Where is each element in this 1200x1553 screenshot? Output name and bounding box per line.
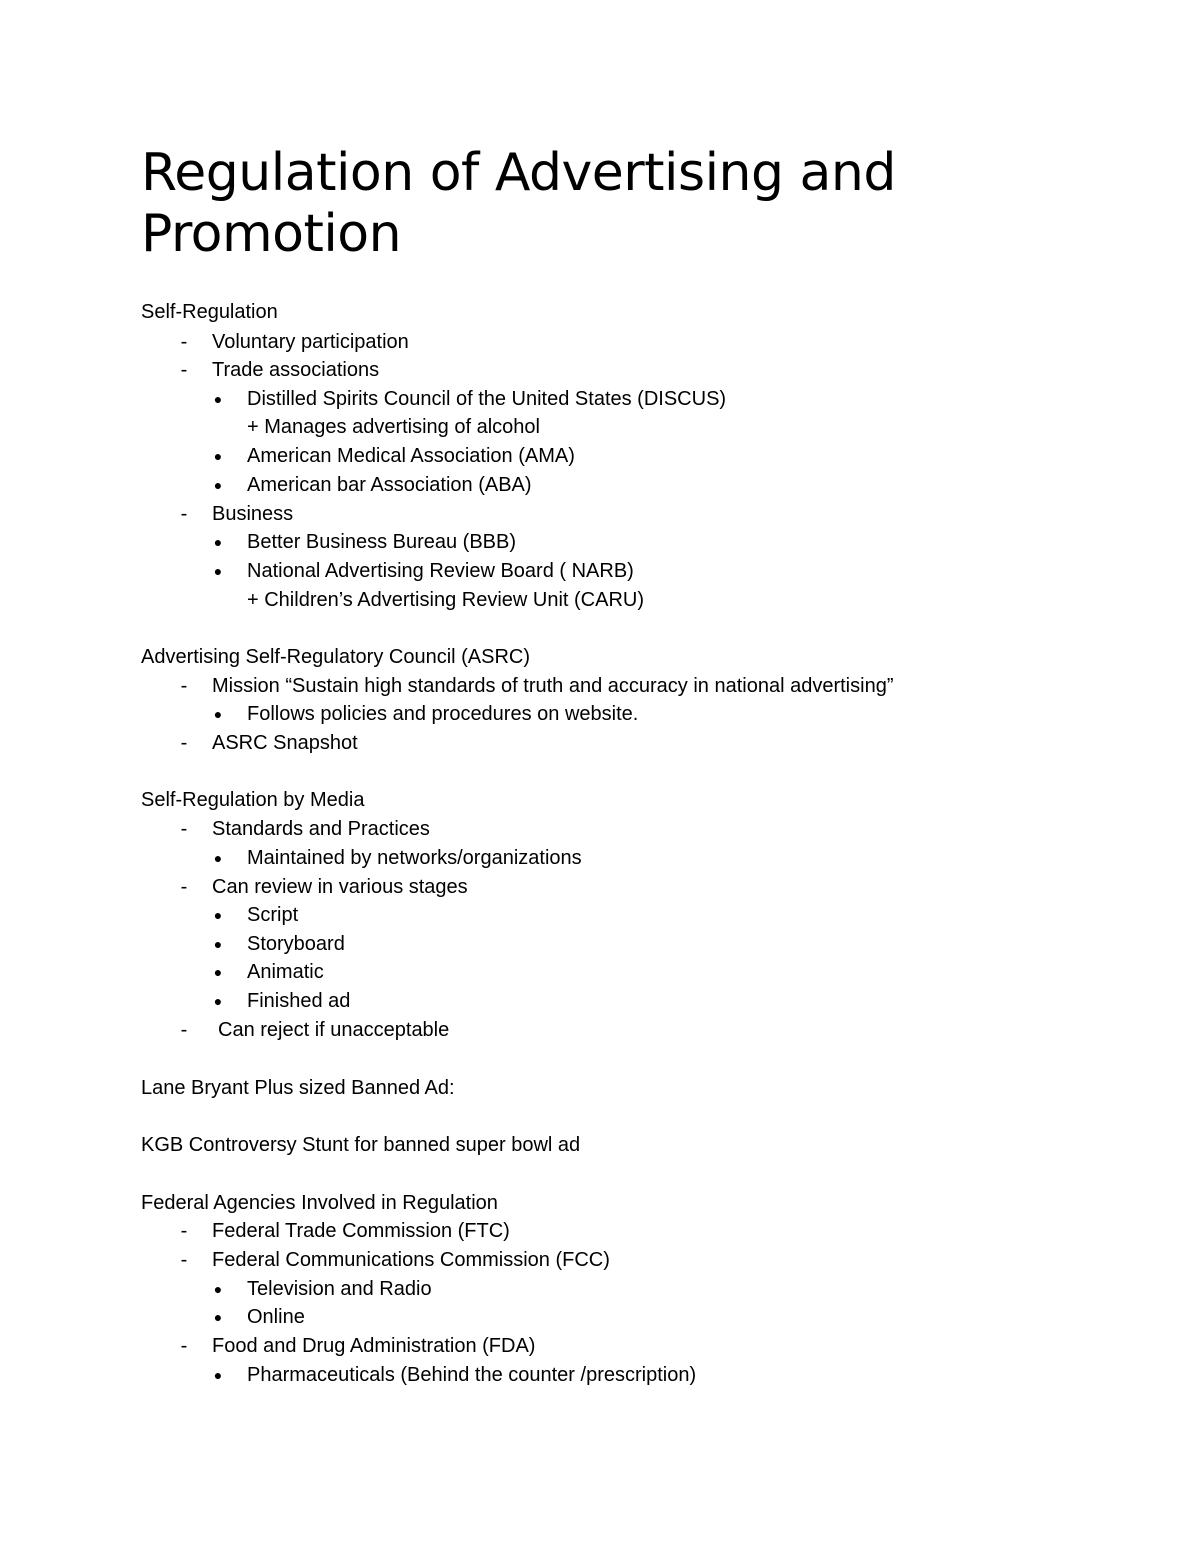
bullet-icon: ● — [213, 448, 223, 464]
bullet-icon: ● — [213, 964, 223, 980]
bullet-icon: ● — [213, 706, 223, 722]
list-item-text: Food and Drug Administration (FDA) — [212, 1335, 536, 1357]
sub-list-item-text: Television and Radio — [247, 1278, 432, 1300]
dash-icon: - — [180, 732, 188, 754]
sub-list-item-text: Distilled Spirits Council of the United States (DISCUS) — [247, 388, 727, 410]
bullet-icon: ● — [213, 1281, 223, 1297]
sub-list-item-text: Animatic — [247, 961, 324, 983]
sub-list-note-text: + Manages advertising of alcohol — [247, 416, 540, 438]
section-heading-text: KGB Controversy Stunt for banned super bowl ad — [141, 1134, 581, 1156]
list-item-text: Federal Communications Commission (FCC) — [212, 1249, 610, 1271]
bullet-icon: ● — [213, 1367, 223, 1383]
list-item-text: Federal Trade Commission (FTC) — [212, 1220, 510, 1242]
dash-icon: - — [180, 1335, 188, 1357]
list-item-text: Can review in various stages — [212, 876, 468, 898]
dash-icon: - — [180, 331, 188, 353]
section-heading-text: Lane Bryant Plus sized Banned Ad: — [141, 1077, 455, 1099]
dash-icon: - — [180, 818, 188, 840]
dash-icon: - — [180, 1019, 188, 1041]
bullet-icon: ● — [213, 850, 223, 866]
dash-icon: - — [180, 503, 188, 525]
sub-list-item-text: Pharmaceuticals (Behind the counter /prescription) — [247, 1364, 697, 1386]
section-heading-text: Advertising Self-Regulatory Council (ASRC) — [141, 646, 531, 668]
list-item-text: Business — [212, 503, 294, 525]
list-item-text: ASRC Snapshot — [212, 732, 358, 754]
sub-list-item-text: Online — [247, 1306, 305, 1328]
bullet-icon: ● — [213, 993, 223, 1009]
sub-list-item-text: Finished ad — [247, 990, 351, 1012]
sub-list-item-text: American bar Association (ABA) — [247, 474, 532, 496]
dash-icon: - — [180, 876, 188, 898]
bullet-icon: ● — [213, 391, 223, 407]
sub-list-item-text: Better Business Bureau (BBB) — [247, 531, 517, 553]
list-item-text: Voluntary participation — [212, 331, 409, 353]
section-heading-text: Federal Agencies Involved in Regulation — [141, 1192, 498, 1214]
section-heading-text: Self-Regulation — [141, 301, 278, 323]
dash-icon: - — [180, 1220, 188, 1242]
dash-icon: - — [180, 359, 188, 381]
dash-icon: - — [180, 1249, 188, 1271]
sub-list-item-text: American Medical Association (AMA) — [247, 445, 575, 467]
bullet-icon: ● — [213, 1309, 223, 1325]
bullet-icon: ● — [213, 534, 223, 550]
list-item-text: Trade associations — [212, 359, 380, 381]
sub-list-item-text: Storyboard — [247, 933, 345, 955]
list-item-text: Can reject if unacceptable — [218, 1019, 450, 1041]
bullet-icon: ● — [213, 936, 223, 952]
sub-list-item-text: Script — [247, 904, 299, 926]
list-item-text: Standards and Practices — [212, 818, 430, 840]
dash-icon: - — [180, 675, 188, 697]
list-item-text: Mission “Sustain high standards of truth and accuracy in national advertising” — [212, 675, 894, 697]
sub-list-item-text: Maintained by networks/organizations — [247, 847, 582, 869]
sub-list-note-text: + Children’s Advertising Review Unit (CARU) — [247, 589, 644, 611]
section-heading-text: Self-Regulation by Media — [141, 789, 365, 811]
sub-list-item-text: National Advertising Review Board ( NARB) — [247, 560, 634, 582]
page-title: Regulation of Advertising and Promotion — [141, 143, 896, 264]
bullet-icon: ● — [213, 477, 223, 493]
bullet-icon: ● — [213, 563, 223, 579]
bullet-icon: ● — [213, 907, 223, 923]
sub-list-item-text: Follows policies and procedures on website. — [247, 703, 639, 725]
